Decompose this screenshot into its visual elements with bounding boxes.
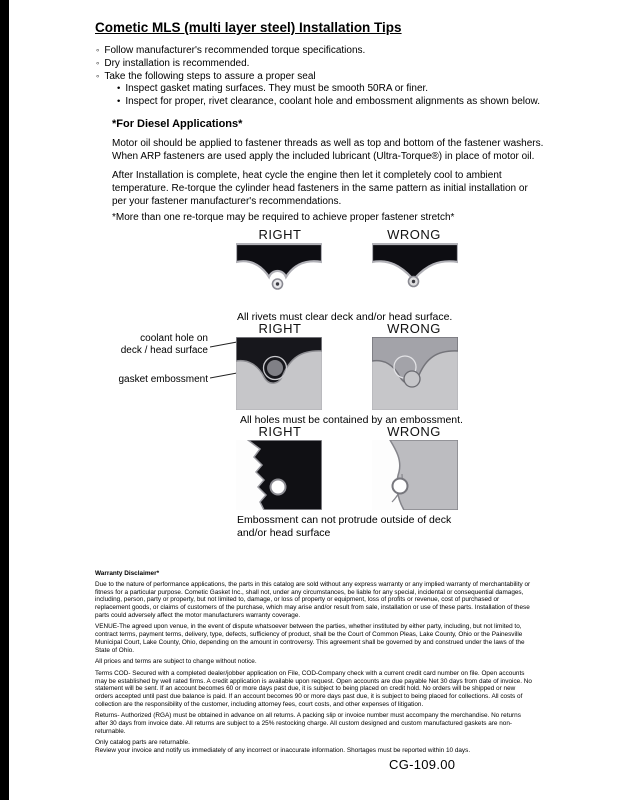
diagram-row3-labels: [236, 424, 458, 439]
right-label: RIGHT: [258, 227, 302, 242]
protrusion-right-illustration: [236, 440, 322, 510]
diagram-row1-labels: [236, 227, 458, 242]
list-item: [96, 83, 556, 96]
diesel-paragraph-2: After Installation is complete, heat cycle the engine then let it completely cool to ambient temperature. Re-torque the cylinder head fasteners in the same pattern as initial installation or per your fastener manufacturer's recommendations.: [112, 170, 528, 207]
coolant-hole-icon: [404, 371, 420, 387]
warranty-paragraph: Due to the nature of performance applications, the parts in this catalog are sold without any express warranty or any implied warranty of merchantability or fitness for a particular purpose. Cometic Gasket Inc., shall not, under any circumstances, be liable for any special, incidental or consequential damages, including, person, party or property, but not limited to, damage, or loss of property or equipment, loss of profits or revenue, cost of purchased or replacement goods, or claims of customers of the purchase, which may arise and/or result from sale, installation or use of these parts. Installation of these parts could adversely affect the motor manufacturers warranty coverage.: [95, 581, 531, 619]
wrong-label: WRONG: [387, 321, 441, 336]
embossment-right-illustration: [236, 337, 322, 410]
filled-bullet-icon: •: [117, 96, 121, 108]
page-code: CG-109.00: [389, 757, 456, 772]
diesel-paragraph-1: Motor oil should be applied to fastener threads as well as top and bottom of the fastener washers. When ARP fasteners are used apply the included lubricant (Ultra-Torque®) in place of motor oil.: [112, 138, 544, 162]
list-item: [96, 45, 556, 58]
open-bullet-icon: ◦: [96, 45, 100, 56]
tip-text: Inspect gasket mating surfaces. They must be smooth 50RA or finer.: [125, 83, 429, 95]
diagram-row2-caption: All holes must be contained by an embossment.: [240, 414, 463, 426]
tip-text: Follow manufacturer's recommended torque specifications.: [104, 45, 366, 56]
warranty-paragraph: All prices and terms are subject to change without notice.: [95, 658, 257, 666]
warranty-paragraph: Returns- Authorized (RGA) must be obtained in advance on all returns. A packing slip or invoice number must accompany the merchandise. No returns after 30 days from invoice date. All returns are subject to a 25% restocking charge. All custom designed and custom manufactured gaskets are non-returnable.: [95, 712, 521, 735]
list-item: [96, 96, 556, 109]
open-bullet-icon: ◦: [96, 70, 100, 82]
diesel-applications-heading: *For Diesel Applications*: [112, 118, 243, 130]
rivet-wrong-illustration: [372, 243, 458, 307]
warranty-paragraph: Review your invoice and notify us immediately of any incorrect or inaccurate information. Shortages must be reported within 10 days.: [95, 747, 471, 755]
retorque-note: *More than one re-torque may be required to achieve proper fastener stretch*: [112, 212, 455, 223]
right-label: RIGHT: [258, 424, 302, 439]
gasket-embossment-callout: gasket embossment: [118, 374, 208, 385]
page-edge-binding-bar: [0, 0, 9, 800]
warranty-heading: Warranty Disclaimer*: [95, 570, 160, 577]
filled-bullet-icon: •: [117, 83, 121, 95]
embossment-hole-icon: [393, 479, 408, 494]
wrong-label: WRONG: [387, 227, 441, 242]
coolant-hole-icon: [267, 360, 283, 376]
coolant-hole-callout: [112, 333, 208, 357]
list-item: [96, 58, 556, 71]
page-title: Cometic MLS (multi layer steel) Installation Tips: [95, 20, 402, 35]
right-label: RIGHT: [258, 321, 302, 336]
list-item: [96, 71, 556, 84]
tip-text: Dry installation is recommended.: [104, 57, 250, 69]
warranty-disclaimer: [95, 581, 532, 759]
callout-text: deck / head surface: [120, 344, 208, 356]
diagram-row1-caption: All rivets must clear deck and/or head surface.: [237, 311, 453, 323]
open-bullet-icon: ◦: [96, 57, 100, 69]
protrusion-wrong-illustration: [372, 440, 458, 510]
embossment-hole-icon: [271, 480, 286, 495]
diagram-row3-caption: Embossment can not protrude outside of deck and/or head surface: [237, 514, 452, 540]
warranty-paragraph: Terms COD- Secured with a completed dealer/jobber application on File, COD-Company check with a current credit card number on file. Open accounts may be established by well rated firms. A credit application is available upon request. Open accounts are due payable Net 30 days from date of invoice. No statement will be sent. If an account becomes 60 or more days past due, it is subject to being placed on credit hold. No orders will be shipped or new orders accepted until past due balance is paid. If an account becomes 90 or more days past due, it is subject to being placed for collections. All costs of collection are the responsibility of the customer, including attorney fees, court costs, and other expenses of litigation.: [95, 669, 532, 708]
warranty-paragraph: VENUE-The agreed upon venue, in the event of dispute whatsoever between the parties, whether instituted by either party, including, but not limited to, contract terms, payment terms, delivery, type, defects, sufficiency of product, shall be the Court of Common Pleas, Lake County, Ohio or the Painesville Municipal Court, Lake County, Ohio, depending on the amount in controversy. This agreement shall be governed by and construed under the laws of the State of Ohio.: [95, 623, 525, 654]
installation-tips-list: [96, 45, 556, 109]
callout-text: coolant hole on: [140, 333, 208, 344]
tip-text: Inspect for proper, rivet clearance, coolant hole and embossment alignments as shown below.: [125, 96, 541, 108]
tip-text: Take the following steps to assure a proper seal: [104, 70, 316, 82]
warranty-paragraph: Only catalog parts are returnable.: [95, 739, 190, 747]
rivet-right-illustration: [236, 243, 322, 307]
wrong-label: WRONG: [387, 424, 441, 439]
callout-pointer-lines: [210, 337, 238, 385]
embossment-wrong-illustration: [372, 337, 458, 410]
diagram-row2-labels: [236, 321, 458, 336]
